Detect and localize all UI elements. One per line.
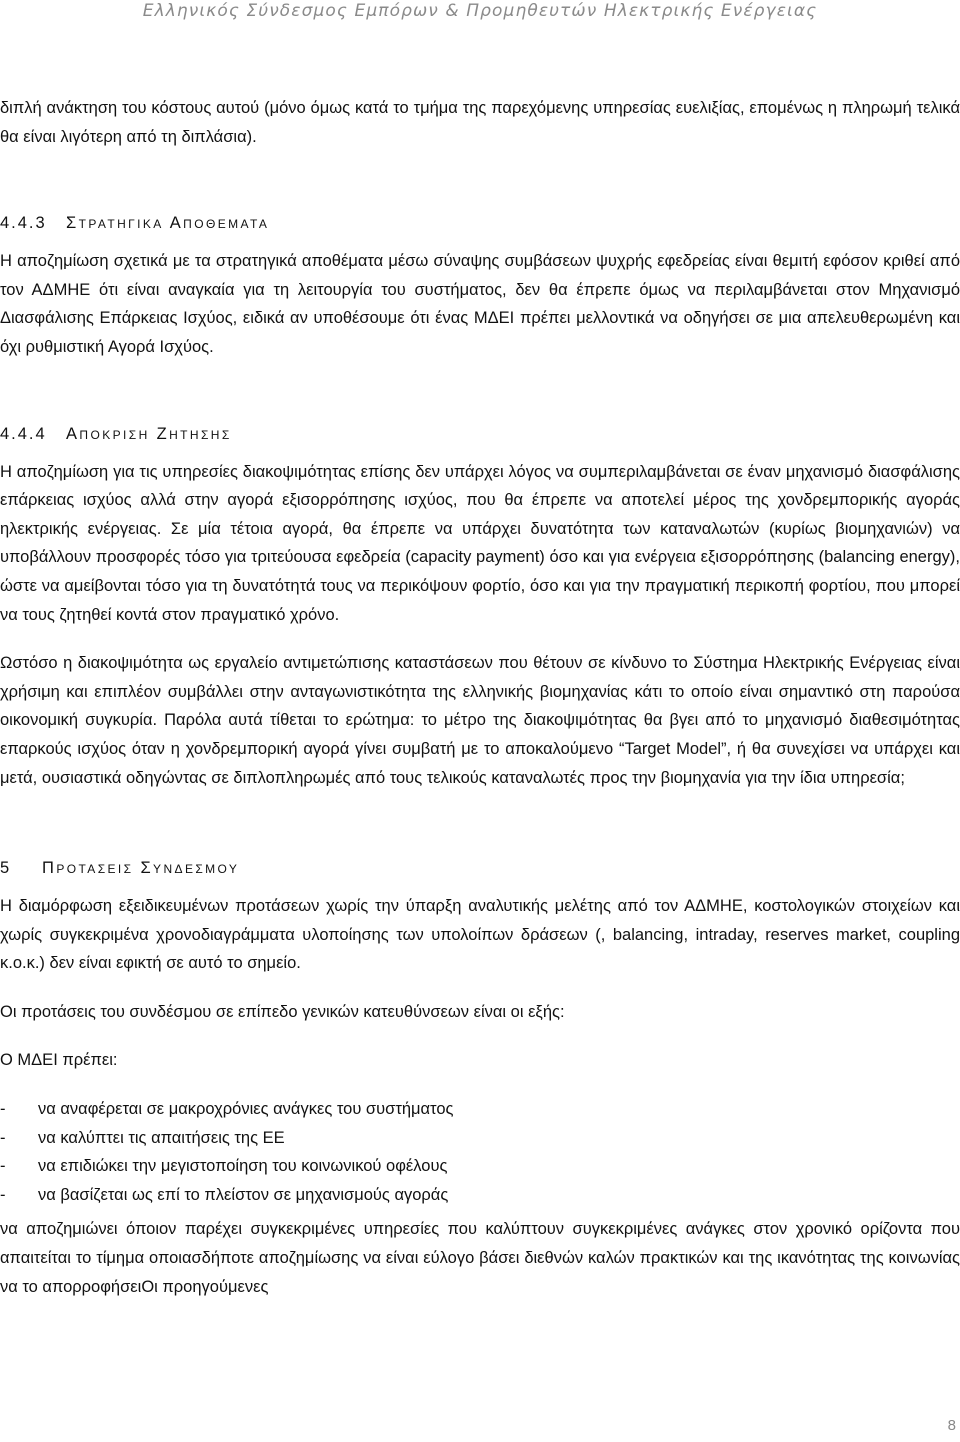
demand-response-paragraph-1: Η αποζημίωση για τις υπηρεσίες διακοψιμότητας επίσης δεν υπάρχει λόγος να συμπεριλαμβάνεται σε έναν μηχανισμό διασφάλισης επάρκειας ισχύος αλλά στην αγορά εξισορρόπησης ισχύος, που θα έπρεπε να αποτελεί μέρος της χονδρεμπορικής αγοράς ηλεκτρικής ενέργειας. Σε μία τέτοια αγορά, θα έπρεπε να υπάρχει δυνατότητα των καταναλωτών (κυρίως βιομηχανιών) να υποβάλλουν προσφορές τόσο για τριτεύουσα εφεδρεία (capacity payment) όσο και για ενέργεια εξισορρόπησης (balancing energy), ώστε να αμείβονται τόσο για τη δυνατότητά τους να περικόψουν φορτίο, όσο και για την πραγματική περικοπή φορτίου, που μπορεί να τους ζητηθεί κοντά στον πραγματικό χρόνο. <box>0 462 960 624</box>
proposals-paragraph-4: να αποζημιώνει όποιον παρέχει συγκεκριμένες υπηρεσίες που καλύπτουν συγκεκριμένες ανάγκες στον χρονικό ορίζοντα που απαιτείται το τίμημα οποιασδήποτε αποζημίωσης να είναι εύλογο βάσει διεθνών καλών πρακτικών και της ικανότητας της κοινωνίας να το απορροφήσειΟι προηγούμενες <box>0 1220 960 1296</box>
section-title: Προτασεις Συνδεσμου <box>42 859 240 878</box>
proposals-paragraph-1: Η διαμόρφωση εξειδικευμένων προτάσεων χωρίς την ύπαρξη αναλυτικής μελέτης από τον ΑΔΜΗΕ, κοστολογικών στοιχείων και χωρίς συγκεκριμένα χρονοδιαγράμματα υλοποίησης των υπολοίπων δράσεων (, balancing, intraday, reserves market, coupling κ.ο.κ.) δεν είναι εφικτή σε αυτό το σημείο. <box>0 897 960 973</box>
section-heading-4-4-4 <box>0 420 960 448</box>
section-number: 4.4.4 <box>0 424 47 443</box>
list-item: - να βασίζεται ως επί το πλείστον σε μηχανισμούς αγοράς <box>0 1181 960 1210</box>
section-title: Αποκριση Ζητησης <box>66 424 232 443</box>
intro-paragraph: διπλή ανάκτηση του κόστους αυτού (μόνο όμως κατά το τμήμα της παρεχόμενης υπηρεσίας ευελιξίας, επομένως η πληρωμή τελικά θα είναι λιγότερη από τη διπλάσια). <box>0 99 960 146</box>
list-item: - να αναφέρεται σε μακροχρόνιες ανάγκες του συστήματος <box>0 1095 960 1124</box>
section-heading-4-4-3 <box>0 209 960 237</box>
list-item: - να καλύπτει τις απαιτήσεις της ΕΕ <box>0 1124 960 1153</box>
section-title: Στρατηγικα Αποθεματα <box>66 214 270 233</box>
page-number: 8 <box>947 1417 956 1434</box>
requirements-list <box>0 1095 960 1209</box>
proposals-paragraph-2: Οι προτάσεις του συνδέσμου σε επίπεδο γενικών κατευθύνσεων είναι οι εξής: <box>0 1002 565 1021</box>
bullet-dash: - <box>0 1157 6 1176</box>
bullet-dash: - <box>0 1100 6 1119</box>
list-item: - να επιδιώκει την μεγιστοποίηση του κοινωνικού οφέλους <box>0 1152 960 1181</box>
running-header: Ελληνικός Σύνδεσμος Εμπόρων & Προμηθευτών Ηλεκτρικής Ενέργειας <box>142 1 818 21</box>
section-heading-5 <box>0 854 960 882</box>
bullet-dash: - <box>0 1128 6 1147</box>
page-content <box>0 94 960 1301</box>
proposals-paragraph-3: Ο ΜΔΕΙ πρέπει: <box>0 1051 118 1070</box>
section-number: 4.4.3 <box>0 214 47 233</box>
demand-response-paragraph-2: Ωστόσο η διακοψιμότητα ως εργαλείο αντιμετώπισης καταστάσεων που θέτουν σε κίνδυνο το Σύστημα Ηλεκτρικής Ενέργειας είναι χρήσιμη και επιπλέον συμβάλλει στην ανταγωνιστικότητα της ελληνικής βιομηχανίας κάτι το οποίο είναι σημαντικό στη παρούσα οικονομική συγκυρία. Παρόλα αυτά τίθεται το ερώτημα: το μέτρο της διακοψιμότητας θα βγει από το μηχανισμό διαθεσιμότητας επαρκούς ισχύος όταν η χονδρεμπορική αγορά γίνει συμβατή με το αποκαλούμενο “Target Model”, ή θα συνεχίσει να υπάρχει και μετά, ουσιαστικά οδηγώντας σε διπλοπληρωμές από τους τελικούς καταναλωτές προς την βιομηχανία για την ίδια υπηρεσία; <box>0 654 960 787</box>
strategic-reserves-paragraph: Η αποζημίωση σχετικά με τα στρατηγικά αποθέματα μέσω σύναψης συμβάσεων ψυχρής εφεδρείας είναι θεμιτή εφόσον κριθεί από τον ΑΔΜΗΕ ότι είναι αναγκαία για τη λειτουργία του συστήματος, δεν θα έπρεπε όμως να περιλαμβάνεται στον Μηχανισμό Διασφάλισης Επάρκειας Ισχύος, ειδικά αν υποθέσουμε ότι ένας ΜΔΕΙ πρέπει μελλοντικά να οδηγήσει σε μια απελευθερωμένη και όχι ρυθμιστική Αγορά Ισχύος. <box>0 252 960 356</box>
bullet-dash: - <box>0 1185 6 1204</box>
section-number: 5 <box>0 859 12 878</box>
